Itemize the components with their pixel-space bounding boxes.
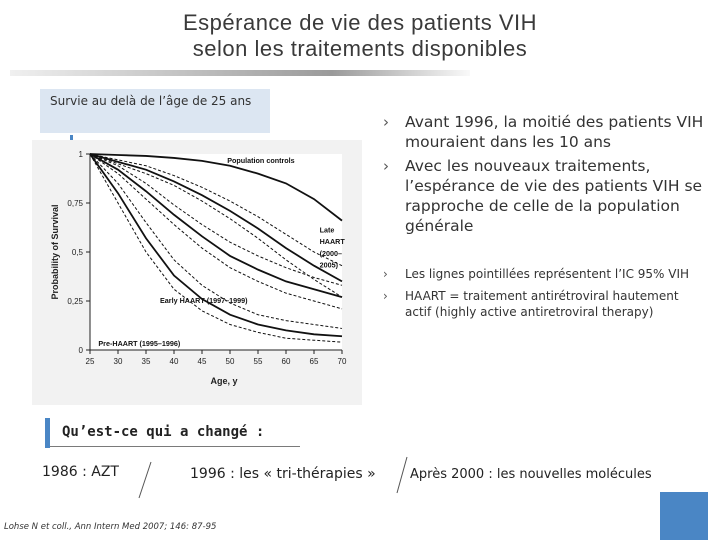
question-underline xyxy=(50,446,300,447)
chevron-right-icon: › xyxy=(383,157,389,175)
bullet-item xyxy=(383,288,708,320)
slide-title-line1: Espérance de vie des patients VIH xyxy=(182,10,538,35)
x-tick-label: 25 xyxy=(85,357,95,366)
x-tick-label: 35 xyxy=(141,357,151,366)
y-tick-label: 1 xyxy=(78,150,83,159)
timeline-item-1996: 1996 : les « tri-thérapies » xyxy=(190,466,376,482)
y-tick-label: 0,25 xyxy=(67,297,83,306)
slide-title-line2: selon les traitements disponibles xyxy=(192,36,528,61)
chart-annotation: 2005) xyxy=(319,260,338,270)
question-heading: Qu’est-ce qui a changé : xyxy=(62,424,265,440)
bullet-item xyxy=(383,266,708,282)
chevron-right-icon: › xyxy=(383,289,388,303)
x-tick-label: 70 xyxy=(337,357,347,366)
plot-area xyxy=(90,154,342,350)
y-tick-label: 0,5 xyxy=(71,248,83,257)
timeline-item-1986: 1986 : AZT xyxy=(42,464,119,480)
chart-annotation: Early HAART (1997–1999) xyxy=(160,295,248,305)
survival-chart xyxy=(32,140,362,405)
chart-annotation: HAART xyxy=(319,237,345,247)
chevron-right-icon: › xyxy=(383,267,388,281)
survie-label: Survie au delà de l’âge de 25 ans xyxy=(50,94,252,108)
chart-annotation: Pre-HAART (1995–1996) xyxy=(98,339,181,349)
x-tick-label: 45 xyxy=(197,357,207,366)
separator-slash xyxy=(136,460,154,500)
chart-annotation: Late xyxy=(319,225,335,235)
separator-slash xyxy=(394,455,410,495)
x-tick-label: 30 xyxy=(113,357,123,366)
bullet-item xyxy=(383,112,708,152)
slide-title xyxy=(0,10,720,62)
x-axis-label: Age, y xyxy=(210,376,238,386)
x-tick-label: 65 xyxy=(309,357,319,366)
bullet-text: Avant 1996, la moitié des patients VIH mouraient dans les 10 ans xyxy=(405,113,704,151)
x-tick-label: 60 xyxy=(281,357,291,366)
chevron-right-icon: › xyxy=(383,113,389,131)
question-accent-bar xyxy=(45,418,50,448)
citation: Lohse N et coll., Ann Intern Med 2007; 146: 87-95 xyxy=(4,522,217,532)
bullet-text: Avec les nouveaux traitements, l’espérance de vie des patients VIH se rapproche de celle de la population générale xyxy=(405,157,703,235)
y-axis-label: Probability of Survival xyxy=(50,204,60,300)
bullet-item xyxy=(383,156,708,236)
timeline-item-2000: Après 2000 : les nouvelles molécules xyxy=(410,467,652,482)
y-tick-label: 0 xyxy=(78,346,83,355)
chart-annotation: Population controls xyxy=(227,155,295,165)
bullet-text: Les lignes pointillées représentent l’IC 95% VIH xyxy=(405,267,690,281)
x-tick-label: 55 xyxy=(253,357,263,366)
chart-annotation: (2000– xyxy=(319,248,342,258)
corner-accent-box xyxy=(660,492,708,540)
title-underline xyxy=(10,70,470,76)
bullet-text: HAART = traitement antirétroviral hautement actif (highly active antiretroviral therapy) xyxy=(405,289,679,319)
x-tick-label: 40 xyxy=(169,357,179,366)
y-tick-label: 0,75 xyxy=(67,199,83,208)
x-tick-label: 50 xyxy=(225,357,235,366)
bullet-list xyxy=(383,112,708,326)
